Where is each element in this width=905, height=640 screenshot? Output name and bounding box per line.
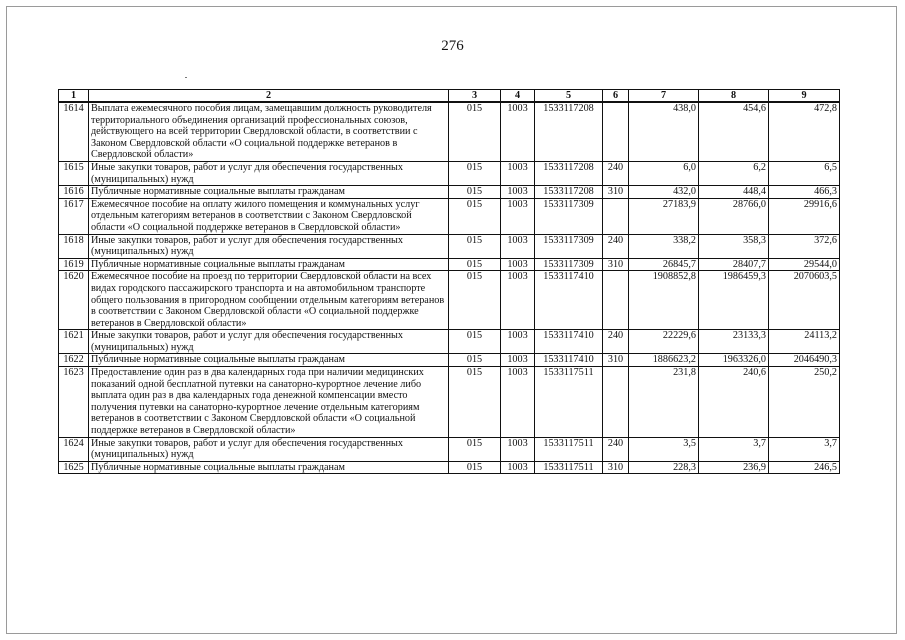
header-col-3: 3: [449, 90, 501, 103]
section-code: 1003: [501, 234, 535, 258]
expense-name: Выплата ежемесячного пособия лицам, замещавшим должность руководителя территориального объединения организаций профессиональных союзов, действующего на всей территории Свердловской области, в соответствии с Законом Свердловской области «О социальной поддержке ветеранов в Свердловской области»: [89, 102, 449, 161]
expense-name: Публичные нормативные социальные выплаты гражданам: [89, 461, 449, 474]
ministry-code: 015: [449, 271, 501, 330]
header-col-4: 4: [501, 90, 535, 103]
expense-type-code: 310: [603, 354, 629, 367]
row-number: 1614: [59, 102, 89, 161]
section-code: 1003: [501, 102, 535, 161]
row-number: 1621: [59, 330, 89, 354]
amount-col-9: 372,6: [769, 234, 840, 258]
ministry-code: 015: [449, 161, 501, 185]
amount-col-9: 250,2: [769, 367, 840, 438]
amount-col-8: 28407,7: [699, 258, 769, 271]
target-article-code: 1533117208: [535, 186, 603, 199]
amount-col-9: 466,3: [769, 186, 840, 199]
amount-col-7: 228,3: [629, 461, 699, 474]
expense-name: Публичные нормативные социальные выплаты гражданам: [89, 354, 449, 367]
amount-col-8: 454,6: [699, 102, 769, 161]
section-code: 1003: [501, 354, 535, 367]
header-row: [59, 90, 840, 103]
ministry-code: 015: [449, 186, 501, 199]
expense-name: Ежемесячное пособие на проезд по территории Свердловской области на всех видах городского пассажирского транспорта и на автомобильном транспорте общего пользования в пригородном сообщении отдельным категориям ветеранов в соответствии с Законом Свердловской области «О социальной поддержке ветеранов в Свердловской области»: [89, 271, 449, 330]
section-code: 1003: [501, 161, 535, 185]
row-number: 1618: [59, 234, 89, 258]
target-article-code: 1533117511: [535, 437, 603, 461]
row-number: 1616: [59, 186, 89, 199]
row-number: 1620: [59, 271, 89, 330]
amount-col-8: 1986459,3: [699, 271, 769, 330]
header-col-8: 8: [699, 90, 769, 103]
amount-col-7: 438,0: [629, 102, 699, 161]
table-row: [59, 198, 840, 234]
expense-type-code: [603, 102, 629, 161]
amount-col-7: 432,0: [629, 186, 699, 199]
amount-col-8: 358,3: [699, 234, 769, 258]
section-code: 1003: [501, 198, 535, 234]
table-row: [59, 354, 840, 367]
ministry-code: 015: [449, 258, 501, 271]
amount-col-9: 6,5: [769, 161, 840, 185]
page-number: 276: [441, 38, 464, 54]
table-row: [59, 161, 840, 185]
expense-type-code: 310: [603, 186, 629, 199]
row-number: 1622: [59, 354, 89, 367]
amount-col-9: 472,8: [769, 102, 840, 161]
amount-col-8: 23133,3: [699, 330, 769, 354]
expense-type-code: 240: [603, 161, 629, 185]
ministry-code: 015: [449, 437, 501, 461]
table-row: [59, 330, 840, 354]
ministry-code: 015: [449, 330, 501, 354]
section-code: 1003: [501, 437, 535, 461]
target-article-code: 1533117208: [535, 161, 603, 185]
expense-type-code: [603, 198, 629, 234]
expense-type-code: [603, 367, 629, 438]
amount-col-9: 24113,2: [769, 330, 840, 354]
budget-table: [58, 89, 840, 474]
target-article-code: 1533117410: [535, 330, 603, 354]
ministry-code: 015: [449, 198, 501, 234]
amount-col-7: 26845,7: [629, 258, 699, 271]
section-code: 1003: [501, 330, 535, 354]
amount-col-7: 1908852,8: [629, 271, 699, 330]
amount-col-9: 29916,6: [769, 198, 840, 234]
section-code: 1003: [501, 258, 535, 271]
ministry-code: 015: [449, 234, 501, 258]
table-row: [59, 102, 840, 161]
row-number: 1623: [59, 367, 89, 438]
table-row: [59, 437, 840, 461]
expense-type-code: 240: [603, 437, 629, 461]
target-article-code: 1533117511: [535, 461, 603, 474]
row-number: 1617: [59, 198, 89, 234]
scan-speck: [185, 77, 187, 78]
expense-type-code: 310: [603, 258, 629, 271]
ministry-code: 015: [449, 367, 501, 438]
header-col-7: 7: [629, 90, 699, 103]
section-code: 1003: [501, 461, 535, 474]
amount-col-7: 338,2: [629, 234, 699, 258]
table-row: [59, 461, 840, 474]
expense-type-code: 240: [603, 234, 629, 258]
amount-col-9: 29544,0: [769, 258, 840, 271]
amount-col-9: 2046490,3: [769, 354, 840, 367]
section-code: 1003: [501, 186, 535, 199]
expense-name: Предоставление один раз в два календарных года при наличии медицинских показаний одной бесплатной путевки на санаторно-курортное лечение либо выплата один раз в два календарных года денежной компенсации вместо получения путевки на санаторно-курортное лечение отдельным категориям ветеранов в соответствии с Законом Свердловской области «О социальной поддержке ветеранов в Свердловской области»: [89, 367, 449, 438]
expense-name: Иные закупки товаров, работ и услуг для обеспечения государственных (муниципальных) нужд: [89, 234, 449, 258]
amount-col-8: 3,7: [699, 437, 769, 461]
amount-col-9: 3,7: [769, 437, 840, 461]
table-row: [59, 271, 840, 330]
header-col-2: 2: [89, 90, 449, 103]
amount-col-7: 3,5: [629, 437, 699, 461]
target-article-code: 1533117410: [535, 271, 603, 330]
expense-name: Иные закупки товаров, работ и услуг для обеспечения государственных (муниципальных) нужд: [89, 161, 449, 185]
expense-name: Иные закупки товаров, работ и услуг для обеспечения государственных (муниципальных) нужд: [89, 330, 449, 354]
row-number: 1625: [59, 461, 89, 474]
expense-name: Публичные нормативные социальные выплаты гражданам: [89, 186, 449, 199]
amount-col-8: 1963326,0: [699, 354, 769, 367]
expense-name: Публичные нормативные социальные выплаты гражданам: [89, 258, 449, 271]
target-article-code: 1533117309: [535, 258, 603, 271]
header-col-5: 5: [535, 90, 603, 103]
row-number: 1619: [59, 258, 89, 271]
ministry-code: 015: [449, 354, 501, 367]
expense-name: Ежемесячное пособие на оплату жилого помещения и коммунальных услуг отдельным категориям ветеранов в соответствии с Законом Свердловской области «О социальной поддержке ветеранов в Свердловской области»: [89, 198, 449, 234]
amount-col-9: 246,5: [769, 461, 840, 474]
expense-type-code: 240: [603, 330, 629, 354]
amount-col-7: 22229,6: [629, 330, 699, 354]
amount-col-7: 6,0: [629, 161, 699, 185]
row-number: 1615: [59, 161, 89, 185]
target-article-code: 1533117309: [535, 234, 603, 258]
header-col-9: 9: [769, 90, 840, 103]
amount-col-8: 6,2: [699, 161, 769, 185]
section-code: 1003: [501, 367, 535, 438]
table-row: [59, 367, 840, 438]
amount-col-8: 236,9: [699, 461, 769, 474]
expense-type-code: [603, 271, 629, 330]
amount-col-8: 240,6: [699, 367, 769, 438]
amount-col-7: 27183,9: [629, 198, 699, 234]
target-article-code: 1533117208: [535, 102, 603, 161]
target-article-code: 1533117410: [535, 354, 603, 367]
table-row: [59, 186, 840, 199]
ministry-code: 015: [449, 102, 501, 161]
amount-col-9: 2070603,5: [769, 271, 840, 330]
section-code: 1003: [501, 271, 535, 330]
row-number: 1624: [59, 437, 89, 461]
expense-name: Иные закупки товаров, работ и услуг для обеспечения государственных (муниципальных) нужд: [89, 437, 449, 461]
amount-col-7: 231,8: [629, 367, 699, 438]
amount-col-7: 1886623,2: [629, 354, 699, 367]
table-row: [59, 258, 840, 271]
table-row: [59, 234, 840, 258]
amount-col-8: 28766,0: [699, 198, 769, 234]
target-article-code: 1533117309: [535, 198, 603, 234]
header-col-1: 1: [59, 90, 89, 103]
expense-type-code: 310: [603, 461, 629, 474]
ministry-code: 015: [449, 461, 501, 474]
amount-col-8: 448,4: [699, 186, 769, 199]
target-article-code: 1533117511: [535, 367, 603, 438]
header-col-6: 6: [603, 90, 629, 103]
